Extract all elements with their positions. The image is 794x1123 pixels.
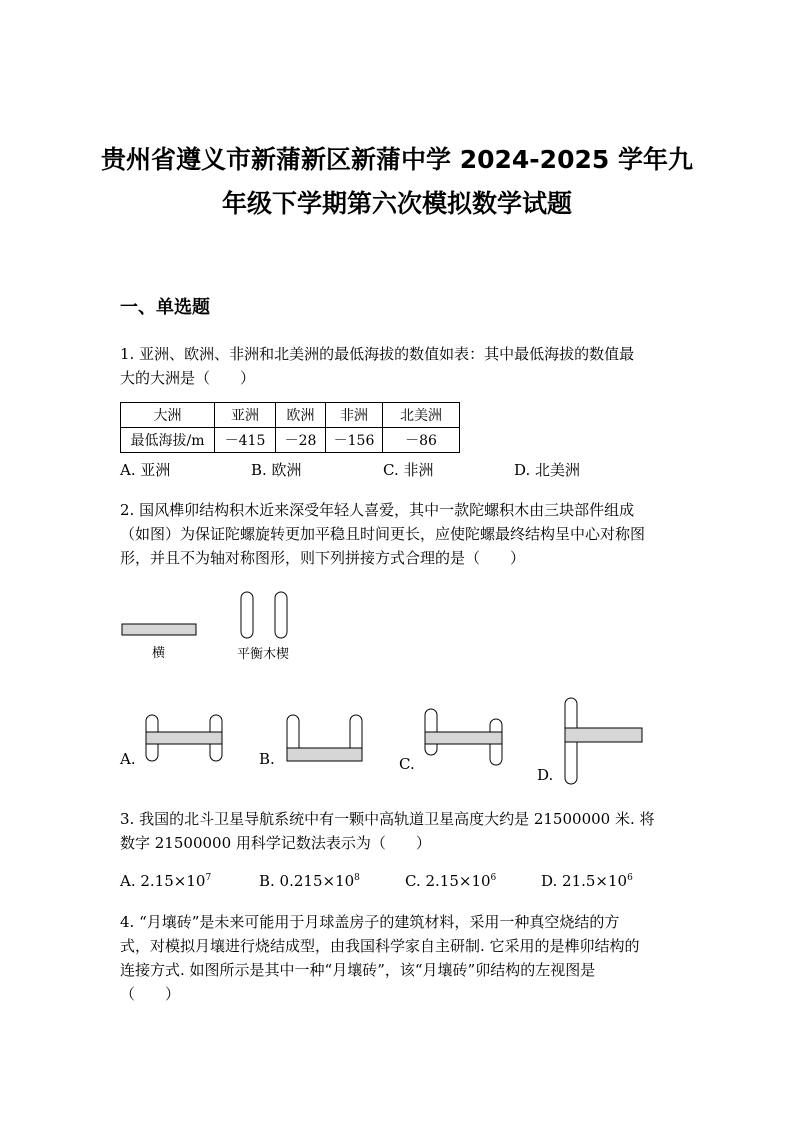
beam-label: 横 — [152, 646, 166, 661]
option-d-figure — [565, 698, 642, 784]
table-cell: －86 — [383, 428, 460, 453]
q4-text-line-4: （ ） — [120, 985, 181, 1003]
table-cell: 最低海拔/m — [121, 428, 215, 453]
table-cell: 亚洲 — [215, 403, 276, 428]
q3-option-c — [405, 872, 496, 890]
q2-text-line-2: （如图）为保证陀螺旋转更加平稳且时间更长，应使陀螺最终结构呈中心对称图 — [120, 525, 646, 543]
table-cell: 非洲 — [326, 403, 383, 428]
table-row — [121, 403, 460, 428]
option-a-figure — [146, 715, 222, 761]
q2-parts-figure — [0, 590, 794, 670]
q2-option-a: A. — [120, 750, 136, 768]
q3-option-b — [259, 872, 360, 890]
q3-option-a-text: A. 2.15×10 — [120, 872, 206, 890]
q3-option-c-exponent: 6 — [490, 873, 497, 883]
table-cell: 大洲 — [121, 403, 215, 428]
q2-options-figure — [0, 695, 794, 785]
table-cell: －28 — [276, 428, 326, 453]
table-row — [121, 428, 460, 453]
q2-option-b: B. — [259, 750, 275, 768]
q3-option-d-text: D. 21.5×10 — [541, 872, 628, 890]
option-b-figure — [287, 715, 362, 761]
q4-text-line-1: 4. “月壤砖”是未来可能用于月球盖房子的建筑材料，采用一种真空烧结的方 — [120, 913, 620, 931]
wedge-label: 平衡木楔 — [237, 647, 290, 662]
option-c-figure — [425, 709, 502, 765]
q3-option-a — [120, 872, 211, 890]
beam-part — [122, 624, 196, 635]
table-cell: 欧洲 — [276, 403, 326, 428]
wedge-part-left — [241, 592, 253, 638]
wedge-part-right — [275, 592, 287, 638]
q1-text-line-1: 1. 亚洲、欧洲、非洲和北美洲的最低海拔的数值如表：其中最低海拔的数值最 — [120, 345, 635, 363]
q3-option-a-exponent: 7 — [205, 873, 212, 883]
q1-option-b: B. 欧洲 — [251, 461, 302, 479]
q2-option-c: C. — [399, 755, 415, 773]
section-heading: 一、单选题 — [120, 297, 210, 318]
q3-text-line-2: 数字 21500000 用科学记数法表示为（ ） — [120, 834, 431, 852]
q1-option-a: A. 亚洲 — [120, 461, 171, 479]
q4-text-line-3: 连接方式. 如图所示是其中一种“月壤砖”，该“月壤砖”卯结构的左视图是 — [120, 961, 596, 979]
q1-option-c: C. 非洲 — [383, 461, 434, 479]
table-cell: －156 — [326, 428, 383, 453]
q3-option-c-text: C. 2.15×10 — [405, 872, 491, 890]
q1-text-line-2: 大的大洲是（ ） — [120, 369, 256, 387]
q3-option-b-text: B. 0.215×10 — [259, 872, 355, 890]
q1-option-d: D. 北美洲 — [514, 461, 581, 479]
altitude-table — [120, 402, 460, 453]
q2-option-d: D. — [537, 766, 554, 784]
q3-option-d — [541, 872, 633, 890]
table-cell: －415 — [215, 428, 276, 453]
document-title-line-2: 年级下学期第六次模拟数学试题 — [221, 189, 572, 218]
q3-option-d-exponent: 6 — [627, 873, 633, 883]
q2-text-line-3: 形，并且不为轴对称图形，则下列拼接方式合理的是（ ） — [120, 549, 526, 567]
q3-option-b-exponent: 8 — [354, 873, 360, 883]
table-cell: 北美洲 — [383, 403, 460, 428]
q4-text-line-2: 式，对模拟月壤进行烧结成型，由我国科学家自主研制. 它采用的是榫卯结构的 — [120, 937, 640, 955]
q3-text-line-1: 3. 我国的北斗卫星导航系统中有一颗中高轨道卫星高度大约是 21500000 米. 将 — [120, 810, 655, 828]
document-title-line-1: 贵州省遵义市新蒲新区新蒲中学 2024-2025 学年九 — [101, 145, 693, 174]
q2-text-line-1: 2. 国风榫卯结构积木近来深受年轻人喜爱，其中一款陀螺积木由三块部件组成 — [120, 501, 635, 519]
